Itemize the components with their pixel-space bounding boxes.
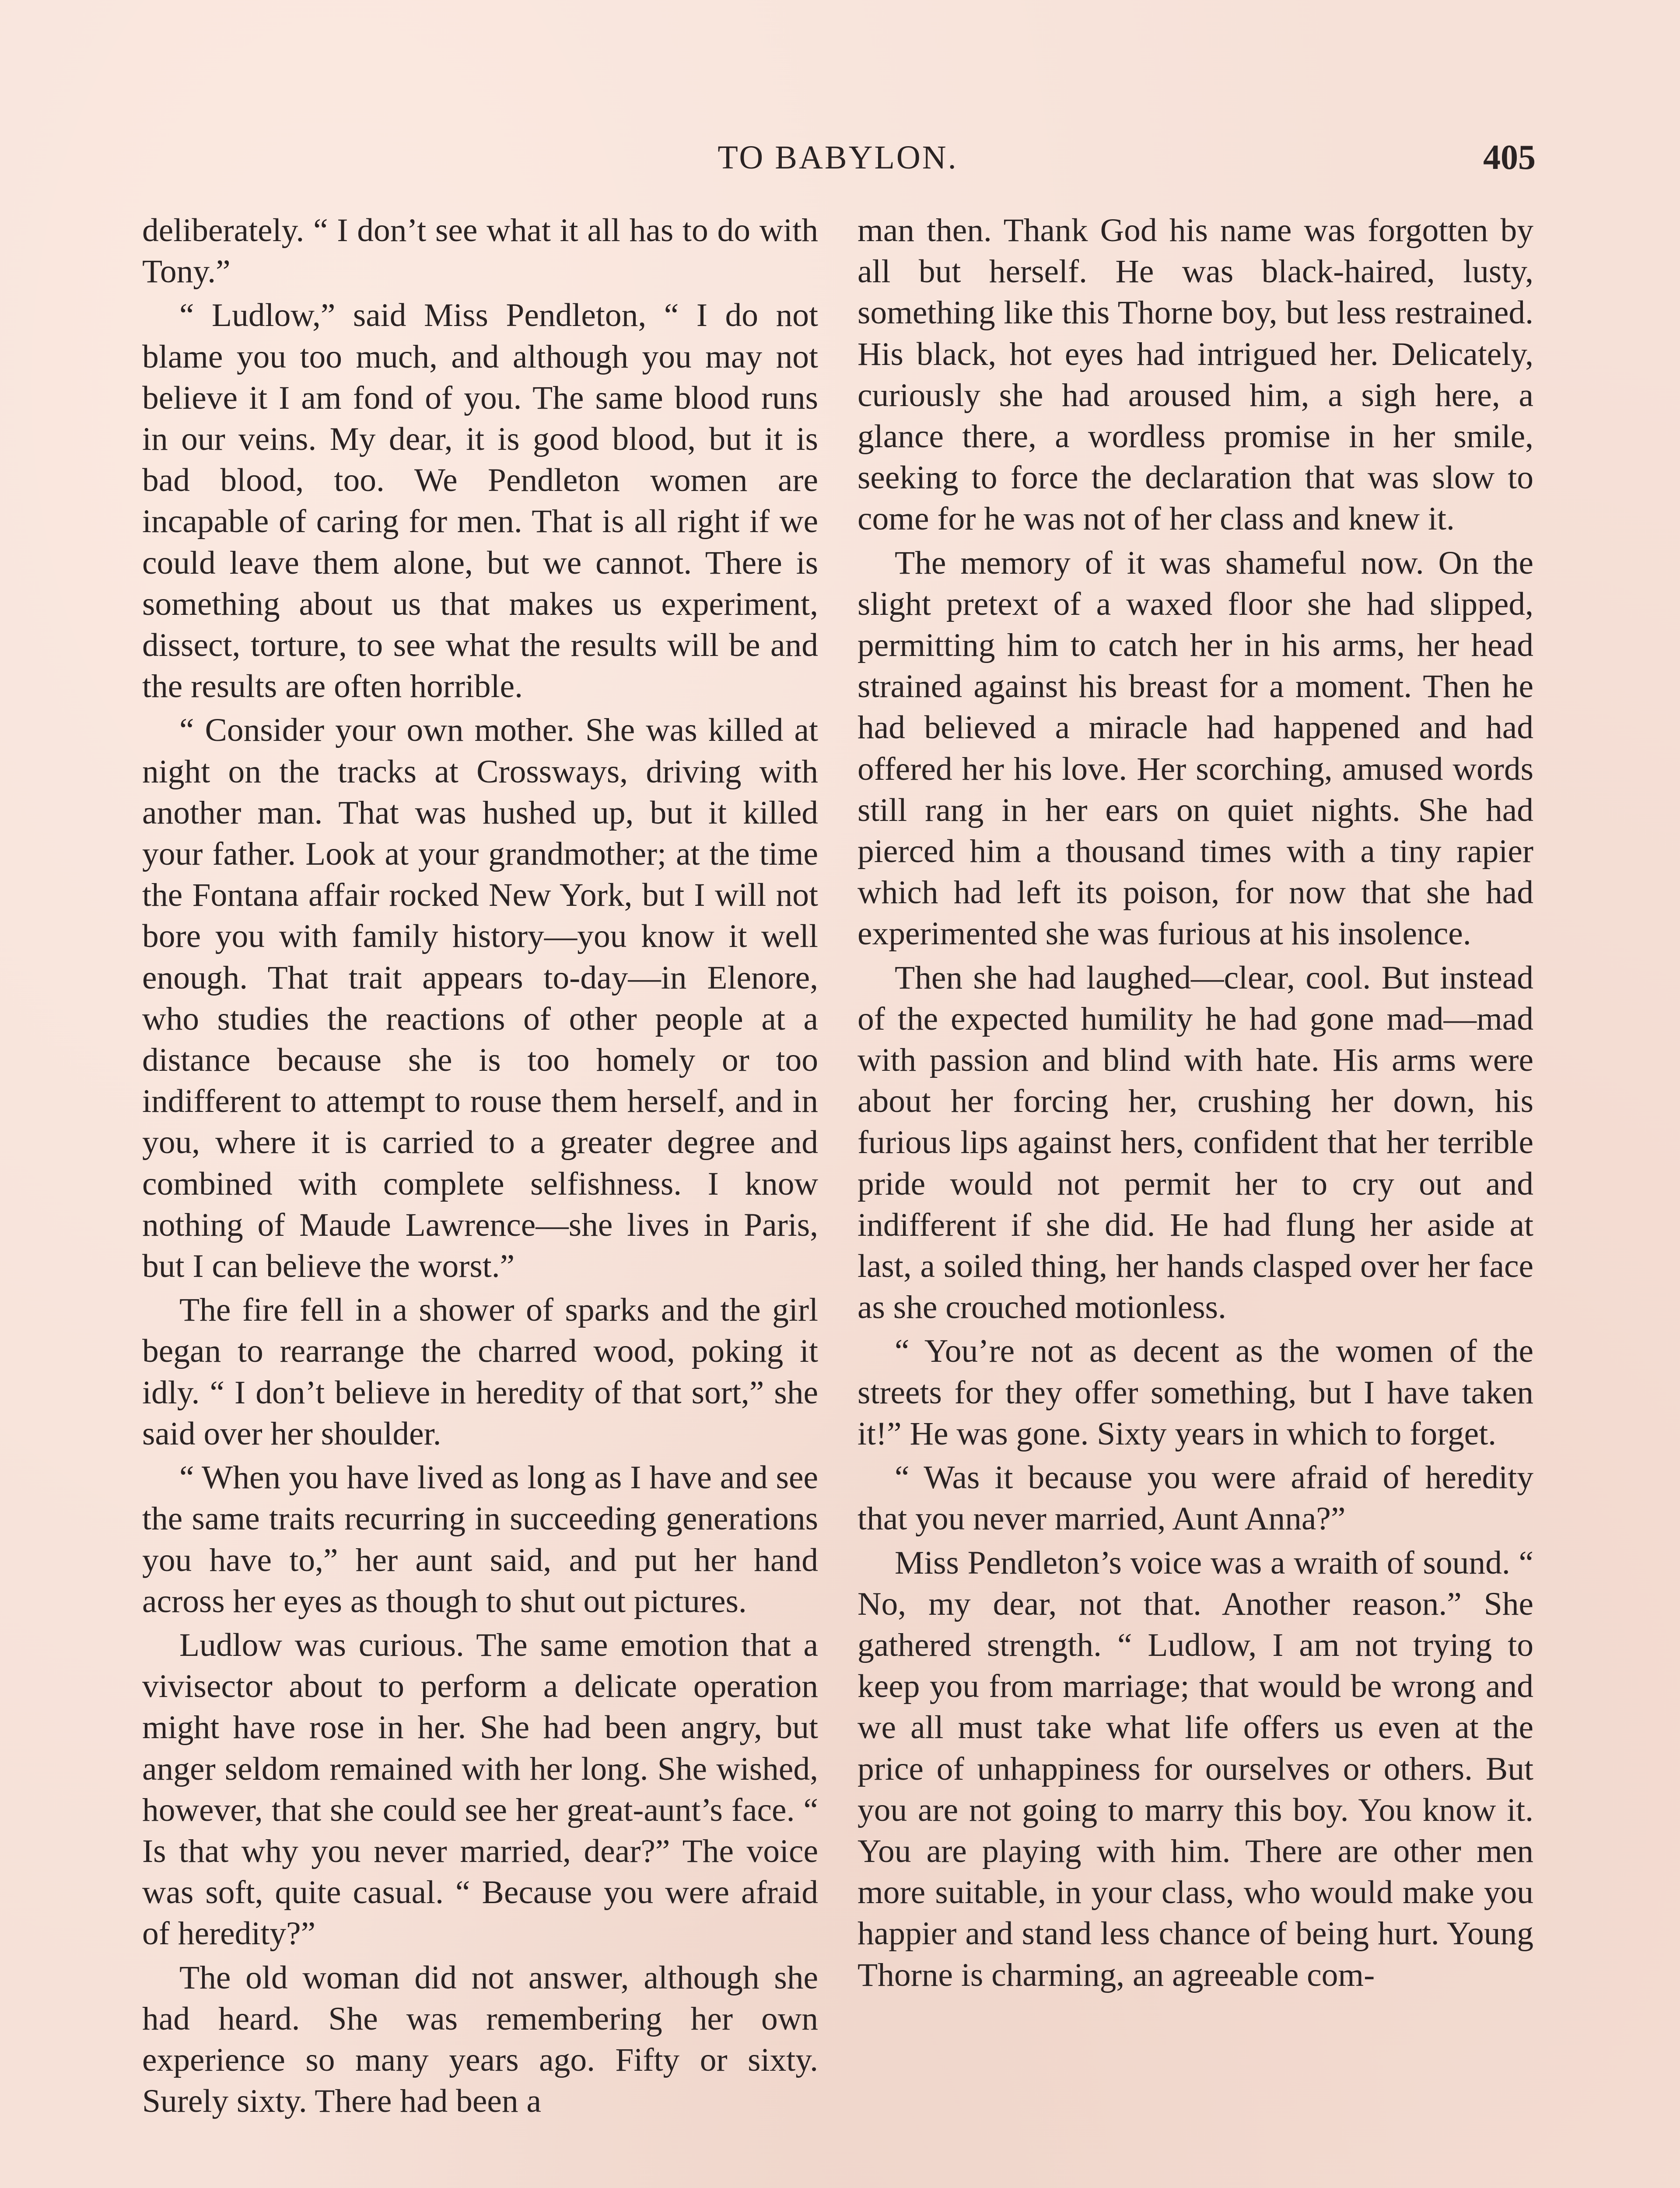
left-column bbox=[142, 210, 818, 2125]
paragraph: “ Ludlow,” said Miss Pendleton, “ I do not blame you too much, and although you may not believe it I am fond of you. The same blood runs in our veins. My dear, it is good blood, but it is bad blood, too. We Pendleton women are incapable of caring for men. That is all right if we could leave them alone, but we cannot. There is something about us that makes us experiment, dissect, torture, to see what the results will be and the results are often horrible. bbox=[142, 297, 818, 705]
paragraph: The memory of it was shameful now. On the slight pretext of a waxed floor she had slipped, permitting him to catch her in his arms, her head strained against his breast for a moment. Then he had believed a miracle had happened and had offered her his love. Her scorching, amused words still rang in her ears on quiet nights. She had pierced him a thousand times with a tiny rapier which had left its poison, for now that she had experimented she was furious at his insolence. bbox=[858, 544, 1533, 952]
running-head: TO BABYLON. bbox=[718, 139, 958, 176]
paragraph: “ When you have lived as long as I have and see the same traits recurring in succeeding generations you have to,” her aunt said, and put her hand across her eyes as though to shut out pictures. bbox=[142, 1459, 818, 1620]
paragraph: The old woman did not answer, although she had heard. She was remembering her own experience so many years ago. Fifty or sixty. Surely sixty. There had been a bbox=[142, 1959, 818, 2120]
paragraph: Ludlow was curious. The same emotion that a vivisector about to perform a delicate operation might have rose in her. She had been angry, but anger seldom remained with her long. She wished, however, that she could see her great-aunt’s face. “ Is that why you never married, dear?” The voice was soft, quite casual. “ Because you were afraid of heredity?” bbox=[142, 1627, 818, 1952]
paragraph: “ Consider your own mother. She was killed at night on the tracks at Crossways, driving with another man. That was hushed up, but it killed your father. Look at your grandmother; at the time the Fontana affair rocked New York, but I will not bore you with family history—you know it well enough. That trait appears to-day—in Elenore, who studies the reactions of other people at a distance because she is too homely or too indifferent to attempt to rouse them herself, and in you, where it is carried to a greater degree and combined with complete selfishness. I know nothing of Maude Lawrence—she lives in Paris, but I can believe the worst.” bbox=[142, 712, 818, 1285]
right-column bbox=[858, 210, 1533, 1999]
paragraph: The fire fell in a shower of sparks and the girl began to rearrange the charred wood, poking it idly. “ I don’t believe in heredity of that sort,” she said over her shoulder. bbox=[142, 1292, 818, 1452]
page-number: 405 bbox=[1483, 138, 1536, 177]
paragraph: Miss Pendleton’s voice was a wraith of sound. “ No, my dear, not that. Another reason.” She gathered strength. “ Ludlow, I am not trying to keep you from marriage; that would be wrong and we all must take what life offers us even at the price of unhappiness for ourselves or others. But you are not going to marry this boy. You know it. You are playing with him. There are other men more suitable, in your class, who would make you happier and stand less chance of being hurt. Young Thorne is charming, an agreeable com- bbox=[858, 1544, 1533, 1993]
paragraph: deliberately. “ I don’t see what it all has to do with Tony.” bbox=[142, 212, 818, 290]
paragraph: “ Was it because you were afraid of heredity that you never married, Aunt Anna?” bbox=[858, 1459, 1533, 1537]
paragraph: “ You’re not as decent as the women of the streets for they offer something, but I have taken it!” He was gone. Sixty years in which to forget. bbox=[858, 1333, 1533, 1452]
paragraph: Then she had laughed—clear, cool. But instead of the expected humility he had gone mad—mad with passion and blind with hate. His arms were about her forcing her, crushing her down, his furious lips against hers, confident that her terrible pride would not permit her to cry out and indifferent if she did. He had flung her aside at last, a soiled thing, her hands clasped over her face as she crouched motionless. bbox=[858, 959, 1533, 1326]
page-header bbox=[140, 131, 1536, 184]
paragraph: man then. Thank God his name was forgotten by all but herself. He was black-haired, lusty, something like this Thorne boy, but less restrained. His black, hot eyes had intrigued her. Delicately, curiously she had aroused him, a sigh here, a glance there, a wordless promise in her smile, seeking to force the declaration that was slow to come for he was not of her class and knew it. bbox=[858, 212, 1533, 537]
